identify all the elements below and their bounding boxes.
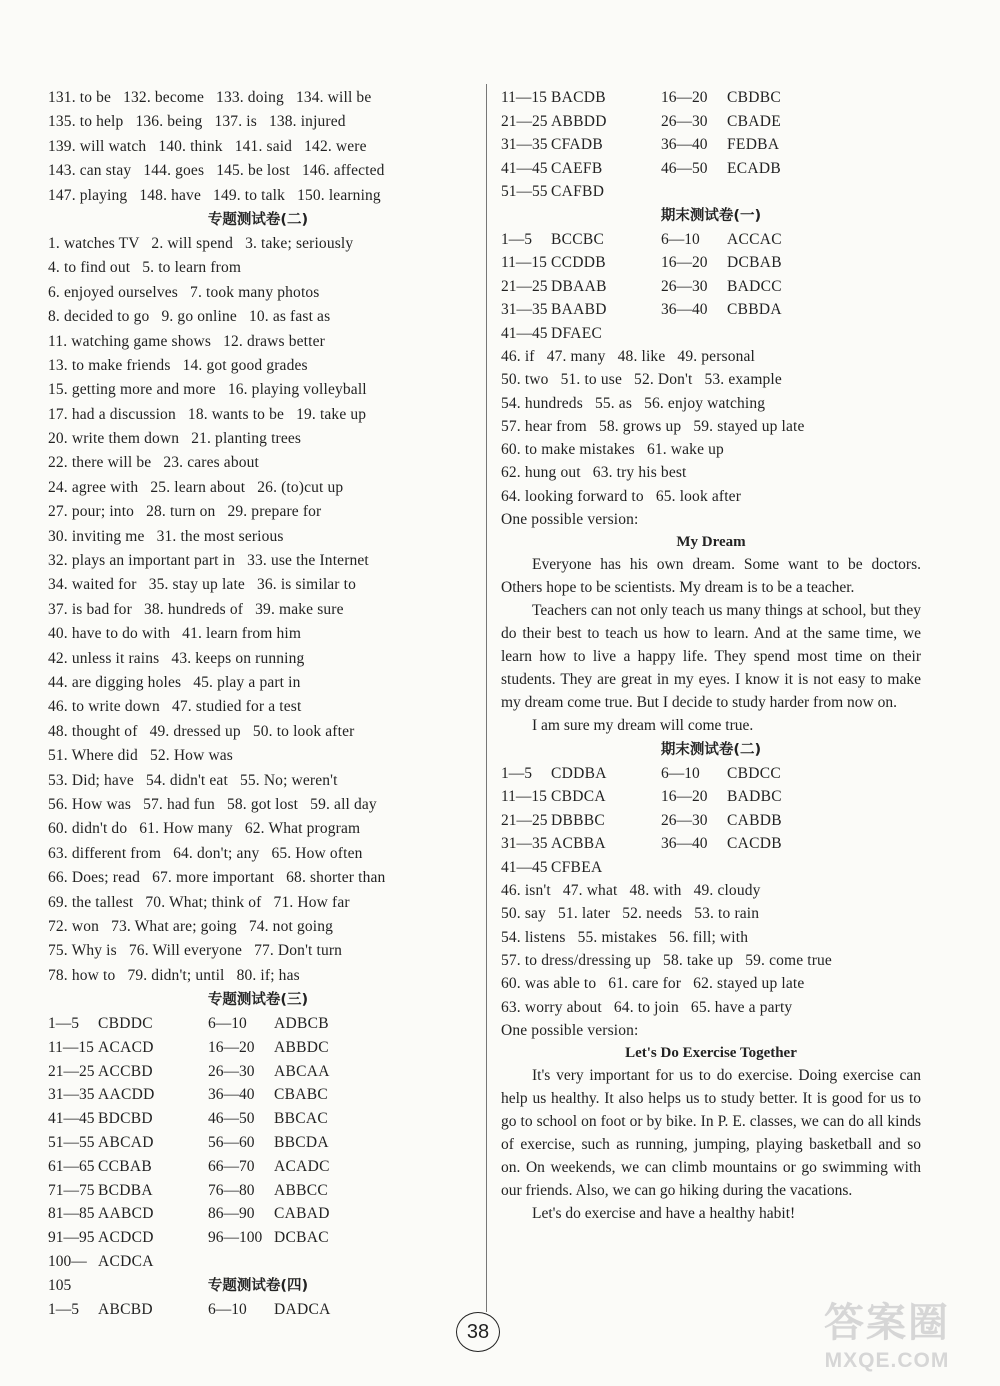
watermark-url: MXQE.COM bbox=[824, 1349, 950, 1372]
answer-line: 34. waited for 35. stay up late 36. is similar to bbox=[48, 576, 356, 594]
range-label: 31—35 bbox=[501, 301, 548, 318]
range-label: 6—10 bbox=[661, 764, 700, 782]
answer-line: 78. how to 79. didn't; until 80. if; has bbox=[48, 966, 300, 984]
range-label: 91—95 bbox=[48, 1229, 95, 1247]
answer-line: 20. write them down 21. planting trees bbox=[48, 430, 302, 448]
answer-line: 54. listens 55. mistakes 56. fill; with bbox=[501, 928, 749, 946]
answer-line: 32. plays an important part in 33. use the Internet bbox=[48, 552, 369, 570]
answer-line: 64. looking forward to 65. look after bbox=[501, 487, 742, 505]
answer-key: ACCAC bbox=[727, 230, 782, 248]
answer-row bbox=[48, 1202, 468, 1226]
essay-paragraph: Everyone has his own dream. Some want to be doctors. Others hope to be scientists. My dream is to be a teacher. bbox=[501, 556, 921, 597]
answer-row bbox=[501, 228, 921, 252]
answer-row bbox=[48, 1012, 468, 1036]
answer-line: 51. Where did 52. How was bbox=[48, 747, 233, 765]
left-column bbox=[48, 86, 468, 1322]
answer-key: BDCBD bbox=[98, 1110, 153, 1128]
final-test-2-heading: 期末测试卷(二) bbox=[660, 741, 762, 758]
range-label: 26—30 bbox=[661, 277, 708, 295]
answer-line: 60. was able to 61. care for 62. stayed up late bbox=[501, 975, 805, 993]
answer-row bbox=[48, 1083, 468, 1107]
range-label: 76—80 bbox=[208, 1181, 255, 1199]
range-label: 6—10 bbox=[208, 1015, 247, 1033]
range-label bbox=[661, 856, 727, 880]
range-label: 16—20 bbox=[661, 89, 708, 106]
answer-key: ABBDD bbox=[551, 112, 607, 130]
answer-line: 50. say 51. later 52. needs 53. to rain bbox=[501, 905, 760, 923]
answer-line: 75. Why is 76. Will everyone 77. Don't turn bbox=[48, 942, 343, 960]
answer-key: BBCAC bbox=[274, 1110, 329, 1128]
answer-key: DBBBC bbox=[551, 811, 606, 829]
answer-line: 8. decided to go 9. go online 10. as fast as bbox=[48, 308, 331, 326]
answer-key: ACDCD bbox=[98, 1229, 154, 1247]
answer-row bbox=[48, 1226, 468, 1250]
range-label: 46—50 bbox=[661, 159, 708, 177]
answer-key: DBAAB bbox=[551, 277, 607, 295]
answer-line: 4. to find out 5. to learn from bbox=[48, 259, 242, 277]
answer-line: 57. hear from 58. grows up 59. stayed up late bbox=[501, 417, 805, 435]
answer-key: ADBCB bbox=[274, 1015, 329, 1033]
essay-paragraph: It's very important for us to do exercise. Doing exercise can help us healthy. It also helps us to study better. It is good for us to go to school on foot or by bike. In P. E. classes, we can do all kinds of exercise, such as running, jumping, playing basketball and so on. On weekends, we can climb mountains or go swimming with our friends. Also, we can go hiking during the vacations. bbox=[501, 1067, 921, 1199]
range-label: 16—20 bbox=[208, 1038, 255, 1056]
range-label: 41—45 bbox=[501, 159, 548, 177]
final-test-2-answers bbox=[501, 879, 921, 1042]
answer-key: CAFBD bbox=[551, 183, 605, 200]
answer-line: 56. How was 57. had fun 58. got lost 59. all day bbox=[48, 795, 377, 813]
essay-paragraph: Teachers can not only teach us many things at school, but they do their best to teach us how to learn. And at the same time, we learn how to live a happy life. They spend most time on their students. They are great in my eyes. I know it is not easy to make my dream come true. But I decide to study harder from now on. bbox=[501, 602, 921, 711]
range-label: 41—45 bbox=[48, 1110, 95, 1128]
answer-key: CCDDB bbox=[551, 254, 606, 271]
answer-line: 135. to help 136. being 137. is 138. injured bbox=[48, 113, 346, 131]
range-label: 51—55 bbox=[501, 183, 548, 200]
answer-line: 147. playing 148. have 149. to talk 150. learning bbox=[48, 186, 381, 204]
essay-1-title: My Dream bbox=[676, 534, 746, 551]
answer-line: 1. watches TV 2. will spend 3. take; seriously bbox=[48, 234, 354, 252]
answer-key: CBDCA bbox=[551, 788, 606, 806]
answer-line: 60. to make mistakes 61. wake up bbox=[501, 441, 724, 459]
answer-line: 15. getting more and more 16. playing volleyball bbox=[48, 381, 367, 399]
answer-line: 131. to be 132. become 133. doing 134. will be bbox=[48, 89, 372, 106]
range-label: 6—10 bbox=[208, 1300, 247, 1318]
answer-row bbox=[501, 86, 921, 110]
watermark bbox=[792, 1298, 982, 1378]
range-label: 11—15 bbox=[48, 1038, 94, 1056]
answer-line: 66. Does; read 67. more important 68. shorter than bbox=[48, 869, 386, 887]
answer-line: 63. worry about 64. to join 65. have a party bbox=[501, 998, 793, 1016]
answer-row bbox=[48, 1131, 468, 1155]
answer-key: BACDB bbox=[551, 89, 606, 106]
range-label: 31—35 bbox=[501, 835, 548, 853]
range-label: 16—20 bbox=[661, 788, 708, 806]
answer-row bbox=[501, 298, 921, 322]
range-label: 21—25 bbox=[501, 112, 548, 130]
range-label: 11—15 bbox=[501, 89, 547, 106]
answer-key bbox=[274, 1250, 394, 1274]
answer-row bbox=[48, 1179, 468, 1203]
range-label: 61—65 bbox=[48, 1157, 95, 1175]
range-label: 36—40 bbox=[661, 301, 708, 318]
range-label: 26—30 bbox=[661, 112, 708, 130]
range-label: 26—30 bbox=[208, 1062, 255, 1080]
answer-line: 17. had a discussion 18. wants to be 19. take up bbox=[48, 405, 367, 423]
essay-2-title: Let's Do Exercise Together bbox=[625, 1045, 797, 1062]
answer-key: DCBAB bbox=[727, 254, 782, 271]
answer-line: 13. to make friends 14. got good grades bbox=[48, 356, 308, 374]
range-label bbox=[661, 322, 727, 346]
answer-row bbox=[501, 856, 921, 880]
essay-paragraph: Let's do exercise and have a healthy habit! bbox=[532, 1204, 796, 1222]
answer-line: 46. isn't 47. what 48. with 49. cloudy bbox=[501, 882, 761, 900]
answer-key: ACDCA bbox=[98, 1253, 154, 1271]
answer-line: 53. Did; have 54. didn't eat 55. No; weren't bbox=[48, 771, 338, 789]
answer-key: DFAEC bbox=[551, 324, 603, 342]
answer-line: 69. the tallest 70. What; think of 71. How far bbox=[48, 893, 350, 911]
answer-key: ABBCC bbox=[274, 1181, 329, 1199]
answer-line: 60. didn't do 61. How many 62. What program bbox=[48, 820, 361, 838]
final-test-1-grid bbox=[501, 228, 921, 346]
answer-key: CABDB bbox=[727, 811, 782, 829]
answer-line: 57. to dress/dressing up 58. take up 59. come true bbox=[501, 952, 832, 970]
range-label: 1—5 bbox=[48, 1300, 79, 1318]
answer-line: 30. inviting me 31. the most serious bbox=[48, 527, 284, 545]
range-label: 66—70 bbox=[208, 1157, 255, 1175]
answer-row bbox=[48, 1036, 468, 1060]
answer-key: DADCA bbox=[274, 1300, 331, 1318]
answer-key: BCCBC bbox=[551, 230, 605, 248]
answer-key: ABCAD bbox=[98, 1134, 154, 1152]
answer-key: AACDD bbox=[98, 1086, 155, 1104]
answer-line: 63. different from 64. don't; any 65. How often bbox=[48, 844, 363, 862]
answer-line: 11. watching game shows 12. draws better bbox=[48, 332, 325, 350]
answer-row bbox=[501, 133, 921, 157]
final-test-2-grid bbox=[501, 762, 921, 880]
range-label: 46—50 bbox=[208, 1110, 255, 1128]
page-number: 38 bbox=[456, 1312, 500, 1352]
answer-key: ACADC bbox=[274, 1157, 330, 1175]
answer-key: DCBAC bbox=[274, 1229, 329, 1247]
answer-line: 42. unless it rains 43. keeps on running bbox=[48, 649, 305, 667]
answer-line: 143. can stay 144. goes 145. be lost 146. affected bbox=[48, 162, 385, 180]
answer-line: 46. to write down 47. studied for a test bbox=[48, 698, 302, 716]
answer-line: 72. won 73. What are; going 74. not going bbox=[48, 917, 334, 935]
range-label: 21—25 bbox=[501, 277, 548, 295]
answer-key bbox=[727, 856, 847, 880]
range-label: 6—10 bbox=[661, 230, 700, 248]
answer-key: ACBBA bbox=[551, 835, 606, 853]
answer-key: BADBC bbox=[727, 788, 782, 806]
right-column bbox=[501, 86, 921, 1226]
answer-row bbox=[48, 1107, 468, 1131]
answer-row bbox=[48, 1155, 468, 1179]
range-label: 36—40 bbox=[208, 1086, 255, 1104]
range-label: 11—15 bbox=[501, 254, 547, 271]
answer-key: ACACD bbox=[98, 1038, 154, 1056]
answer-line: 50. two 51. to use 52. Don't 53. example bbox=[501, 371, 782, 389]
answer-line: 37. is bad for 38. hundreds of 39. make sure bbox=[48, 600, 344, 618]
answer-row bbox=[501, 809, 921, 833]
answer-line: 44. are digging holes 45. play a part in bbox=[48, 673, 301, 691]
answer-row bbox=[501, 322, 921, 346]
answer-row bbox=[501, 762, 921, 786]
answer-key: ABBDC bbox=[274, 1038, 329, 1056]
answer-key: ECADB bbox=[727, 159, 782, 177]
range-label bbox=[208, 1250, 274, 1274]
answer-row bbox=[48, 1060, 468, 1084]
range-label: 41—45 bbox=[501, 858, 548, 876]
section-2-answers bbox=[48, 232, 468, 988]
essay-2-body bbox=[501, 1065, 921, 1225]
range-label: 31—35 bbox=[48, 1086, 95, 1104]
answer-line: 62. hung out 63. try his best bbox=[501, 464, 687, 482]
range-label: 1—5 bbox=[501, 764, 532, 782]
answer-key: CABAD bbox=[274, 1205, 330, 1223]
range-label: 86—90 bbox=[208, 1205, 255, 1223]
answer-key: ABCAA bbox=[274, 1062, 330, 1080]
section-heading-4: 专题测试卷(四) bbox=[207, 1277, 309, 1294]
answer-row bbox=[501, 157, 921, 181]
answer-key: AABCD bbox=[98, 1205, 154, 1223]
answer-row bbox=[501, 110, 921, 134]
section-4-answer-grid bbox=[48, 1298, 468, 1322]
answer-key: CCBAB bbox=[98, 1157, 153, 1175]
range-label: 51—55 bbox=[48, 1134, 95, 1152]
range-label: 21—25 bbox=[48, 1062, 95, 1080]
answer-line: One possible version: bbox=[501, 1021, 639, 1039]
range-label: 96—100 bbox=[208, 1229, 263, 1247]
essay-1-body bbox=[501, 554, 921, 737]
answer-key: BCDBA bbox=[98, 1181, 153, 1199]
answer-key: CFADB bbox=[551, 136, 604, 153]
final-test-1-answers bbox=[501, 345, 921, 531]
range-label: 1—5 bbox=[48, 1015, 79, 1033]
answer-key: CFBEA bbox=[551, 858, 603, 876]
range-label: 41—45 bbox=[501, 324, 548, 342]
answer-key: CBDBC bbox=[727, 89, 782, 106]
answer-key: CBADE bbox=[727, 112, 782, 130]
answer-row bbox=[501, 180, 921, 204]
range-label: 56—60 bbox=[208, 1134, 255, 1152]
answer-line: One possible version: bbox=[501, 511, 639, 529]
range-label: 26—30 bbox=[661, 811, 708, 829]
answer-key bbox=[727, 322, 847, 346]
range-label: 100—105 bbox=[48, 1253, 87, 1294]
answer-row bbox=[501, 832, 921, 856]
answer-key: BAABD bbox=[551, 301, 607, 318]
range-label: 16—20 bbox=[661, 254, 708, 271]
answers-11-55-grid bbox=[501, 86, 921, 204]
answer-line: 48. thought of 49. dressed up 50. to look after bbox=[48, 722, 355, 740]
answer-key bbox=[727, 180, 847, 204]
answer-key: CDDBA bbox=[551, 764, 607, 782]
essay-paragraph: I am sure my dream will come true. bbox=[532, 716, 754, 734]
answer-key: CBDDC bbox=[98, 1015, 153, 1033]
answer-key: CBBDA bbox=[727, 301, 782, 318]
answer-line: 54. hundreds 55. as 56. enjoy watching bbox=[501, 394, 766, 412]
range-label: 36—40 bbox=[661, 835, 708, 853]
answer-row bbox=[501, 785, 921, 809]
range-label: 36—40 bbox=[661, 136, 708, 153]
answer-line: 27. pour; into 28. turn on 29. prepare for bbox=[48, 503, 322, 521]
answer-line: 22. there will be 23. cares about bbox=[48, 454, 259, 472]
answer-key: CACDB bbox=[727, 835, 782, 853]
answer-row bbox=[501, 251, 921, 275]
final-test-1-heading: 期末测试卷(一) bbox=[660, 207, 762, 224]
answer-key: ACCBD bbox=[98, 1062, 153, 1080]
answer-line: 139. will watch 140. think 141. said 142. were bbox=[48, 137, 367, 155]
answer-key: ABCBD bbox=[98, 1300, 153, 1318]
range-label: 21—25 bbox=[501, 811, 548, 829]
answer-row bbox=[501, 275, 921, 299]
answer-key: CBABC bbox=[274, 1086, 329, 1104]
answer-key: BADCC bbox=[727, 277, 782, 295]
range-label: 81—85 bbox=[48, 1205, 95, 1223]
answer-key: CBDCC bbox=[727, 764, 782, 782]
range-label: 11—15 bbox=[501, 788, 547, 806]
answers-131-150 bbox=[48, 86, 468, 208]
range-label: 71—75 bbox=[48, 1181, 95, 1199]
answer-key: BBCDA bbox=[274, 1134, 329, 1152]
answer-key: CAEFB bbox=[551, 159, 603, 177]
answer-line: 46. if 47. many 48. like 49. personal bbox=[501, 348, 755, 365]
range-label: 1—5 bbox=[501, 230, 532, 248]
answer-line: 6. enjoyed ourselves 7. took many photos bbox=[48, 283, 320, 301]
answer-line: 40. have to do with 41. learn from him bbox=[48, 625, 302, 643]
section-heading-3: 专题测试卷(三) bbox=[207, 992, 309, 1009]
answer-row bbox=[48, 1298, 468, 1322]
section-heading-2: 专题测试卷(二) bbox=[207, 211, 309, 228]
range-label: 31—35 bbox=[501, 136, 548, 153]
column-divider bbox=[486, 84, 487, 1312]
range-label bbox=[661, 180, 727, 204]
watermark-logo: 答案圈 bbox=[824, 1301, 950, 1345]
answer-line: 24. agree with 25. learn about 26. (to)cut up bbox=[48, 478, 344, 496]
answer-key: FEDBA bbox=[727, 136, 780, 153]
